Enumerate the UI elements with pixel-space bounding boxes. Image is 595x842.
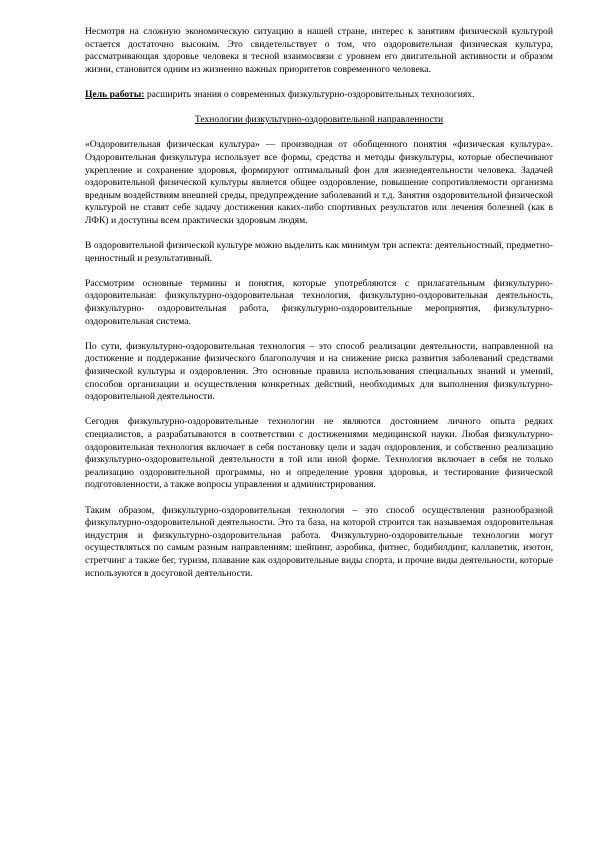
- goal-text: расширить знания о современных физкультурно-оздоровительных технологиях.: [144, 88, 475, 100]
- intro-paragraph: Несмотря на сложную экономическую ситуацию в нашей стране, интерес к занятиям физической культурой остается достаточно высоким. Это свидетельствует о том, что оздоровительная физическая культура, рассматривающая здоровье человека в тесной взаимосвязи с уровнем его двигательной активности и образом жизни, становится одним из жизненно важных приоритетов современного человека.: [85, 26, 553, 75]
- document-page: [85, 26, 553, 593]
- body-paragraph: Рассмотрим основные термины и понятия, которые употребляются с прилагательным физкультурно-оздоровительная: физкультурно-оздоровительная технология, физкультурно-оздоровительная деятельность, физкультурно- оздоровительная работа, физкультурно-оздоровительные мероприятия, физкультурно-оздоровительная система.: [85, 277, 553, 327]
- body-paragraph: «Оздоровительная физическая культура» — производная от обобщенного понятия «физическая культура». Оздоровительная физкультура использует все формы, средства и методы физкультуры, которые обеспечивают укрепление и сохранение здоровья, формируют оптимальный фон для жизнедеятельности человека. Задачей оздоровительной физической культуры является общее оздоровление, повышение сопротивляемости организма вредным воздействиям внешней среды, предупреждение заболеваний и т.д. Занятия оздоровительной физической культурой не ставят себе задачу достижения каких-либо спортивных результатов или лечения болезней (как в ЛФК) и доступны всем практически здоровым людям.: [85, 139, 553, 226]
- goal-label: Цель работы:: [85, 88, 145, 100]
- body-paragraph: Сегодня физкультурно-оздоровительные технологии не являются достоянием личного опыта редких специалистов, а разрабатываются в соответствии с достижениями медицинской науки. Любая физкультурно-оздоровительная технология включает в себя постановку цели и задач оздоровления, и собственно реализацию физкультурно-оздоровительной деятельности в той или иной форме. Технология включает в себя не только реализацию оздоровительной программы, но и определение уровня здоровья, и тестирование физической подготовленности, а также вопросы управления и администрирования.: [85, 416, 553, 491]
- section-heading: Технологии физкультурно-оздоровительной направленности: [194, 114, 444, 126]
- body-paragraph: По сути, физкультурно-оздоровительная технология – это способ реализации деятельности, направленной на достижение и поддержание физического благополучия и на снижение риска развития заболеваний средствами физической культуры и оздоровления. Это основные правила использования специальных знаний и умений, способов организации и осуществления конкретных действий, необходимых для выполнения физкультурно-оздоровительной деятельности.: [85, 340, 553, 403]
- body-paragraph: В оздоровительной физической культуре можно выделить как минимум три аспекта: деятельностный, предметно-ценностный и результативный.: [85, 240, 553, 264]
- body-paragraph: Таким образом, физкультурно-оздоровительная технология – это способ осуществления разнообразной физкультурно-оздоровительной деятельности. Это та база, на которой строится так называемая оздоровительная индустрия и физкультурно-оздоровительная работа. Физкультурно-оздоровительные технологии могут осуществляться по самым разным направлениям: шейпинг, аэробика, фитнес, бодибилдинг, каллanетик, изотон, стретчинг а также бег, туризм, плавание как оздоровительные виды спорта, и прочие виды деятельности, которые используются в досуговой деятельности.: [85, 504, 553, 579]
- goal-paragraph: [85, 89, 553, 102]
